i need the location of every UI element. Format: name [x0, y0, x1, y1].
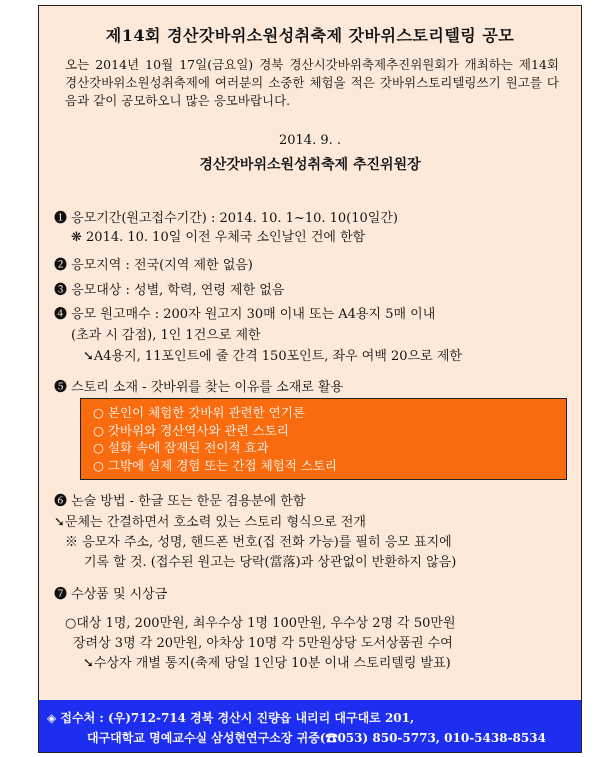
contact-footer — [39, 700, 581, 752]
target-item: ❸ 응모대상 : 성별, 학력, 연령 제한 없음 — [54, 283, 285, 298]
notice-date: 2014. 9. . — [278, 133, 342, 148]
list-item: ○ 설화 속에 잠재된 전이적 효과 — [93, 440, 269, 455]
prize-note: ➘수상자 개별 통지(축제 당일 1인당 10분 이내 스토리텔링 발표) — [83, 656, 451, 671]
intro-paragraph: 오는 2014년 10월 17일(금요일) 경북 경산시갓바위축제추진위원회가 개최하는 제14회 경산갓바위소원성취축제에 여러분의 소중한 체험을 적은 갓바위스토리텔링쓰기 원고를 다음과 같이 공모하오니 많은 응모바랍니다. — [65, 57, 559, 108]
prize-line-2: 장려상 3명 각 20만원, 아차상 10명 각 5만원상당 도서상품권 수여 — [73, 636, 453, 651]
page-title: 제14회 경산갓바위소원성취축제 갓바위스토리텔링 공모 — [105, 26, 515, 45]
region-item: ❷ 응모지역 : 전국(지역 제한 없음) — [54, 258, 253, 273]
length-note: ➘A4용지, 11포인트에 줄 간격 150포인트, 좌우 여백 20으로 제한 — [83, 349, 462, 364]
notice-page — [38, 5, 582, 753]
footer-contact: 대구대학교 명예교수실 삼성현연구소장 귀중(☎053) 850-5773, 010-5438-8534 — [87, 731, 546, 745]
length-item: ❹ 응모 원고매수 : 200자 원고지 30매 이내 또는 A4용지 5매 이내 — [54, 307, 436, 322]
list-item: ○ 갓바위와 경산역사와 관련 스토리 — [93, 422, 289, 438]
method-note-3: 기록 할 것. (접수된 원고는 당락(當落)과 상관없이 반환하지 않음) — [84, 555, 457, 570]
organizer-name: 경산갓바위소원성취축제 추진위원장 — [199, 157, 421, 173]
prize-item: ❼ 수상품 및 시상금 — [54, 587, 168, 602]
subject-list-box — [80, 398, 567, 480]
list-item: ○ 본인이 체험한 갓바위 관련한 연기론 — [93, 405, 305, 420]
length-item-cont: (초과 시 감점), 1인 1건으로 제한 — [71, 328, 261, 343]
method-note: ➘문체는 간결하면서 호소력 있는 스토리 형식으로 전개 — [54, 515, 366, 530]
footer-address: ◈ 접수처 : (우)712-714 경북 경산시 진량읍 내리리 대구대로 201, — [47, 711, 415, 725]
method-item: ❻ 논술 방법 - 한글 또는 한문 겸용분에 한함 — [54, 494, 306, 509]
subject-item: ❺ 스토리 소재 - 갓바위를 찾는 이유를 소재로 활용 — [54, 380, 344, 395]
period-item: ❶ 응모기간(원고접수기간) : 2014. 10. 1~10. 10(10일간) — [54, 211, 398, 226]
list-item: ○ 그밖에 실제 경험 또는 간접 체험적 스토리 — [93, 457, 337, 473]
period-note: ❋ 2014. 10. 10일 이전 우체국 소인날인 건에 한함 — [71, 230, 366, 245]
prize-line-1: ○대상 1명, 200만원, 최우수상 1명 100만원, 우수상 2명 각 50만원 — [65, 616, 456, 631]
method-note-2: ※ 응모자 주소, 성명, 핸드폰 번호(집 전화 가능)를 필히 응모 표지에 — [65, 535, 452, 550]
